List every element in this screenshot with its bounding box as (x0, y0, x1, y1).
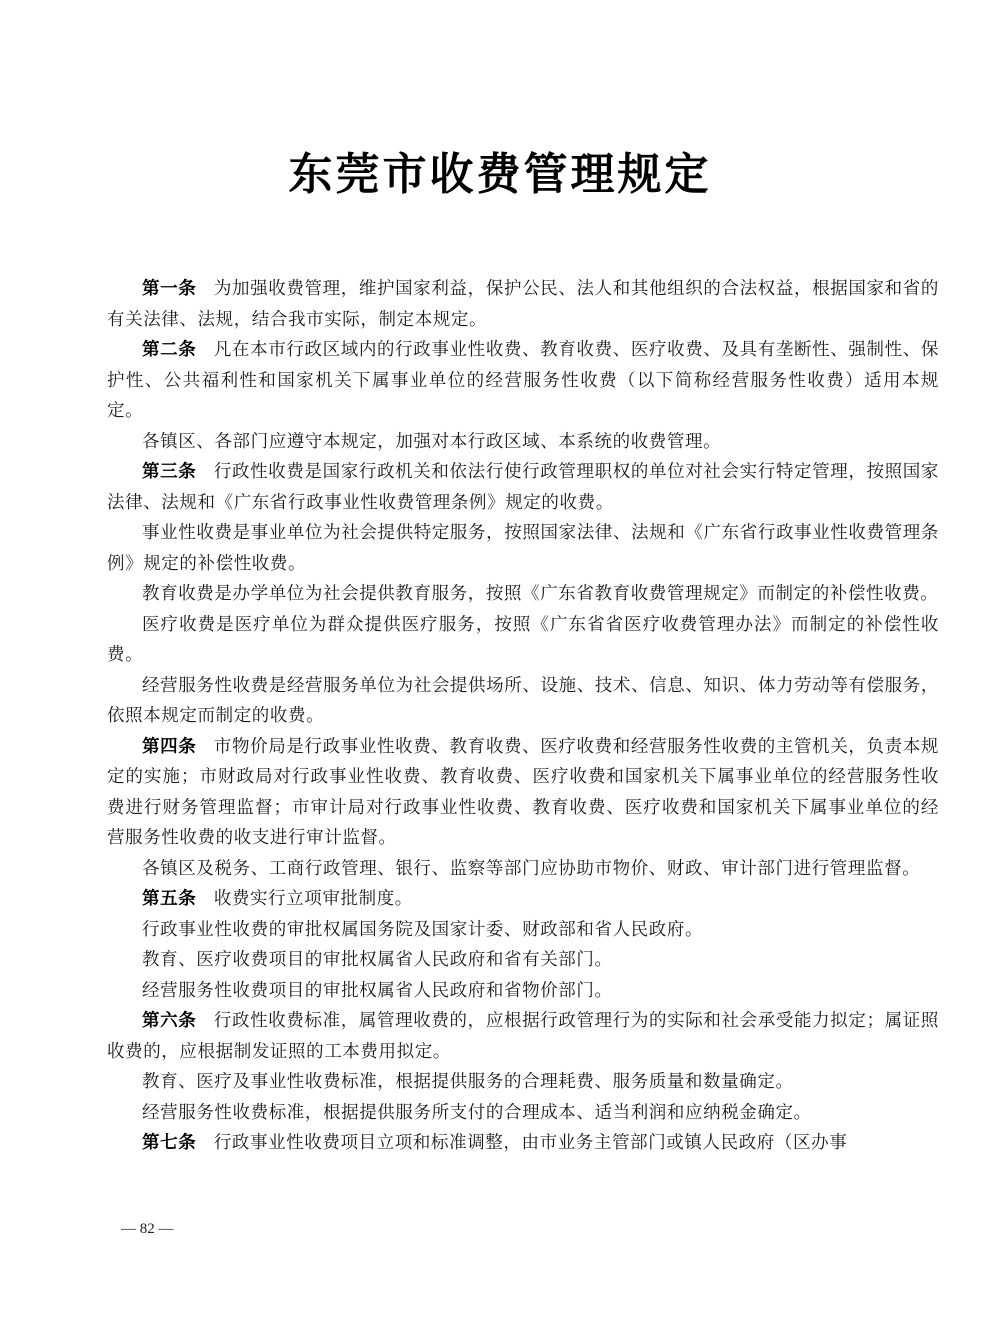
article-heading: 第六条 (142, 1011, 197, 1031)
page-number: — 82 — (121, 1221, 174, 1237)
paragraph (107, 610, 939, 671)
article-heading: 第四条 (142, 736, 197, 757)
document-body (107, 274, 939, 1159)
paragraph (107, 854, 939, 885)
paragraph-text: 各镇区、各部门应遵守本规定，加强对本行政区域、本系统的收费管理。 (142, 431, 722, 452)
paragraph (107, 1006, 939, 1067)
article-heading: 第三条 (142, 462, 197, 482)
paragraph (107, 274, 939, 335)
paragraph-text: 事业性收费是事业单位为社会提供特定服务，按照国家法律、法规和《广东省行政事业性收费管理条例》规定的补偿性收费。 (107, 523, 939, 574)
article-heading: 第五条 (142, 889, 197, 909)
paragraph-text: 行政事业性收费的审批权属国务院及国家计委、财政部和省人民政府。 (142, 919, 704, 940)
page-title: 东莞市收费管理规定 (288, 149, 712, 200)
paragraph-text: 行政事业性收费项目立项和标准调整，由市业务主管部门或镇人民政府（区办事 (213, 1133, 848, 1153)
paragraph-text: 教育收费是办学单位为社会提供教育服务，按照《广东省教育收费管理规定》而制定的补偿性收费。 (142, 584, 939, 604)
paragraph-text: 行政性收费标准，属管理收费的，应根据行政管理行为的实际和社会承受能力拟定；属证照收费的，应根据制发证照的工本费用拟定。 (107, 1011, 939, 1062)
paragraph (107, 884, 939, 915)
paragraph (107, 335, 939, 427)
paragraph (107, 915, 939, 946)
paragraph (107, 457, 939, 518)
paragraph-text: 教育、医疗收费项目的审批权属省人民政府和省有关部门。 (142, 950, 613, 970)
paragraph (107, 1067, 939, 1098)
paragraph-text: 各镇区及税务、工商行政管理、银行、监察等部门应协助市物价、财政、审计部门进行管理监督。 (142, 858, 921, 879)
paragraph (107, 427, 939, 458)
article-heading: 第七条 (142, 1133, 197, 1153)
paragraph-text: 凡在本市行政区域内的行政事业性收费、教育收费、医疗收费、及具有垄断性、强制性、保护性、公共福利性和国家机关下属事业单位的经营服务性收费（以下简称经营服务性收费）适用本规定。 (107, 340, 939, 421)
paragraph-text: 医疗收费是医疗单位为群众提供医疗服务，按照《广东省省医疗收费管理办法》而制定的补偿性收费。 (107, 614, 939, 665)
paragraph-text: 经营服务性收费是经营服务单位为社会提供场所、设施、技术、信息、知识、体力劳动等有偿服务，依照本规定而制定的收费。 (107, 675, 939, 726)
paragraph-text: 经营服务性收费项目的审批权属省人民政府和省物价部门。 (142, 980, 613, 1001)
paragraph-text: 教育、医疗及事业性收费标准，根据提供服务的合理耗费、服务质量和数量确定。 (142, 1072, 794, 1092)
paragraph-text: 收费实行立项审批制度。 (213, 889, 413, 909)
paragraph-text: 市物价局是行政事业性收费、教育收费、医疗收费和经营服务性收费的主管机关，负责本规定的实施；市财政局对行政事业性收费、教育收费、医疗收费和国家机关下属事业单位的经营服务性收费进行财务管理监督；市审计局对行政事业性收费、教育收费、医疗收费和国家机关下属事业单位的经营服务性收费的收支进行审计监督。 (107, 736, 939, 848)
paragraph-text: 行政性收费是国家行政机关和依法行使行政管理职权的单位对社会实行特定管理，按照国家法律、法规和《广东省行政事业性收费管理条例》规定的收费。 (107, 462, 939, 513)
paragraph (107, 976, 939, 1007)
paragraph (107, 1128, 939, 1159)
article-heading: 第二条 (142, 340, 197, 360)
paragraph (107, 732, 939, 854)
article-heading: 第一条 (142, 279, 197, 299)
paragraph (107, 579, 939, 610)
paragraph (107, 671, 939, 732)
paragraph-text: 经营服务性收费标准，根据提供服务所支付的合理成本、适当利润和应纳税金确定。 (142, 1102, 812, 1123)
paragraph (107, 945, 939, 976)
paragraph (107, 518, 939, 579)
paragraph (107, 1098, 939, 1129)
paragraph-text: 为加强收费管理，维护国家利益，保护公民、法人和其他组织的合法权益，根据国家和省的有关法律、法规，结合我市实际，制定本规定。 (107, 279, 939, 330)
